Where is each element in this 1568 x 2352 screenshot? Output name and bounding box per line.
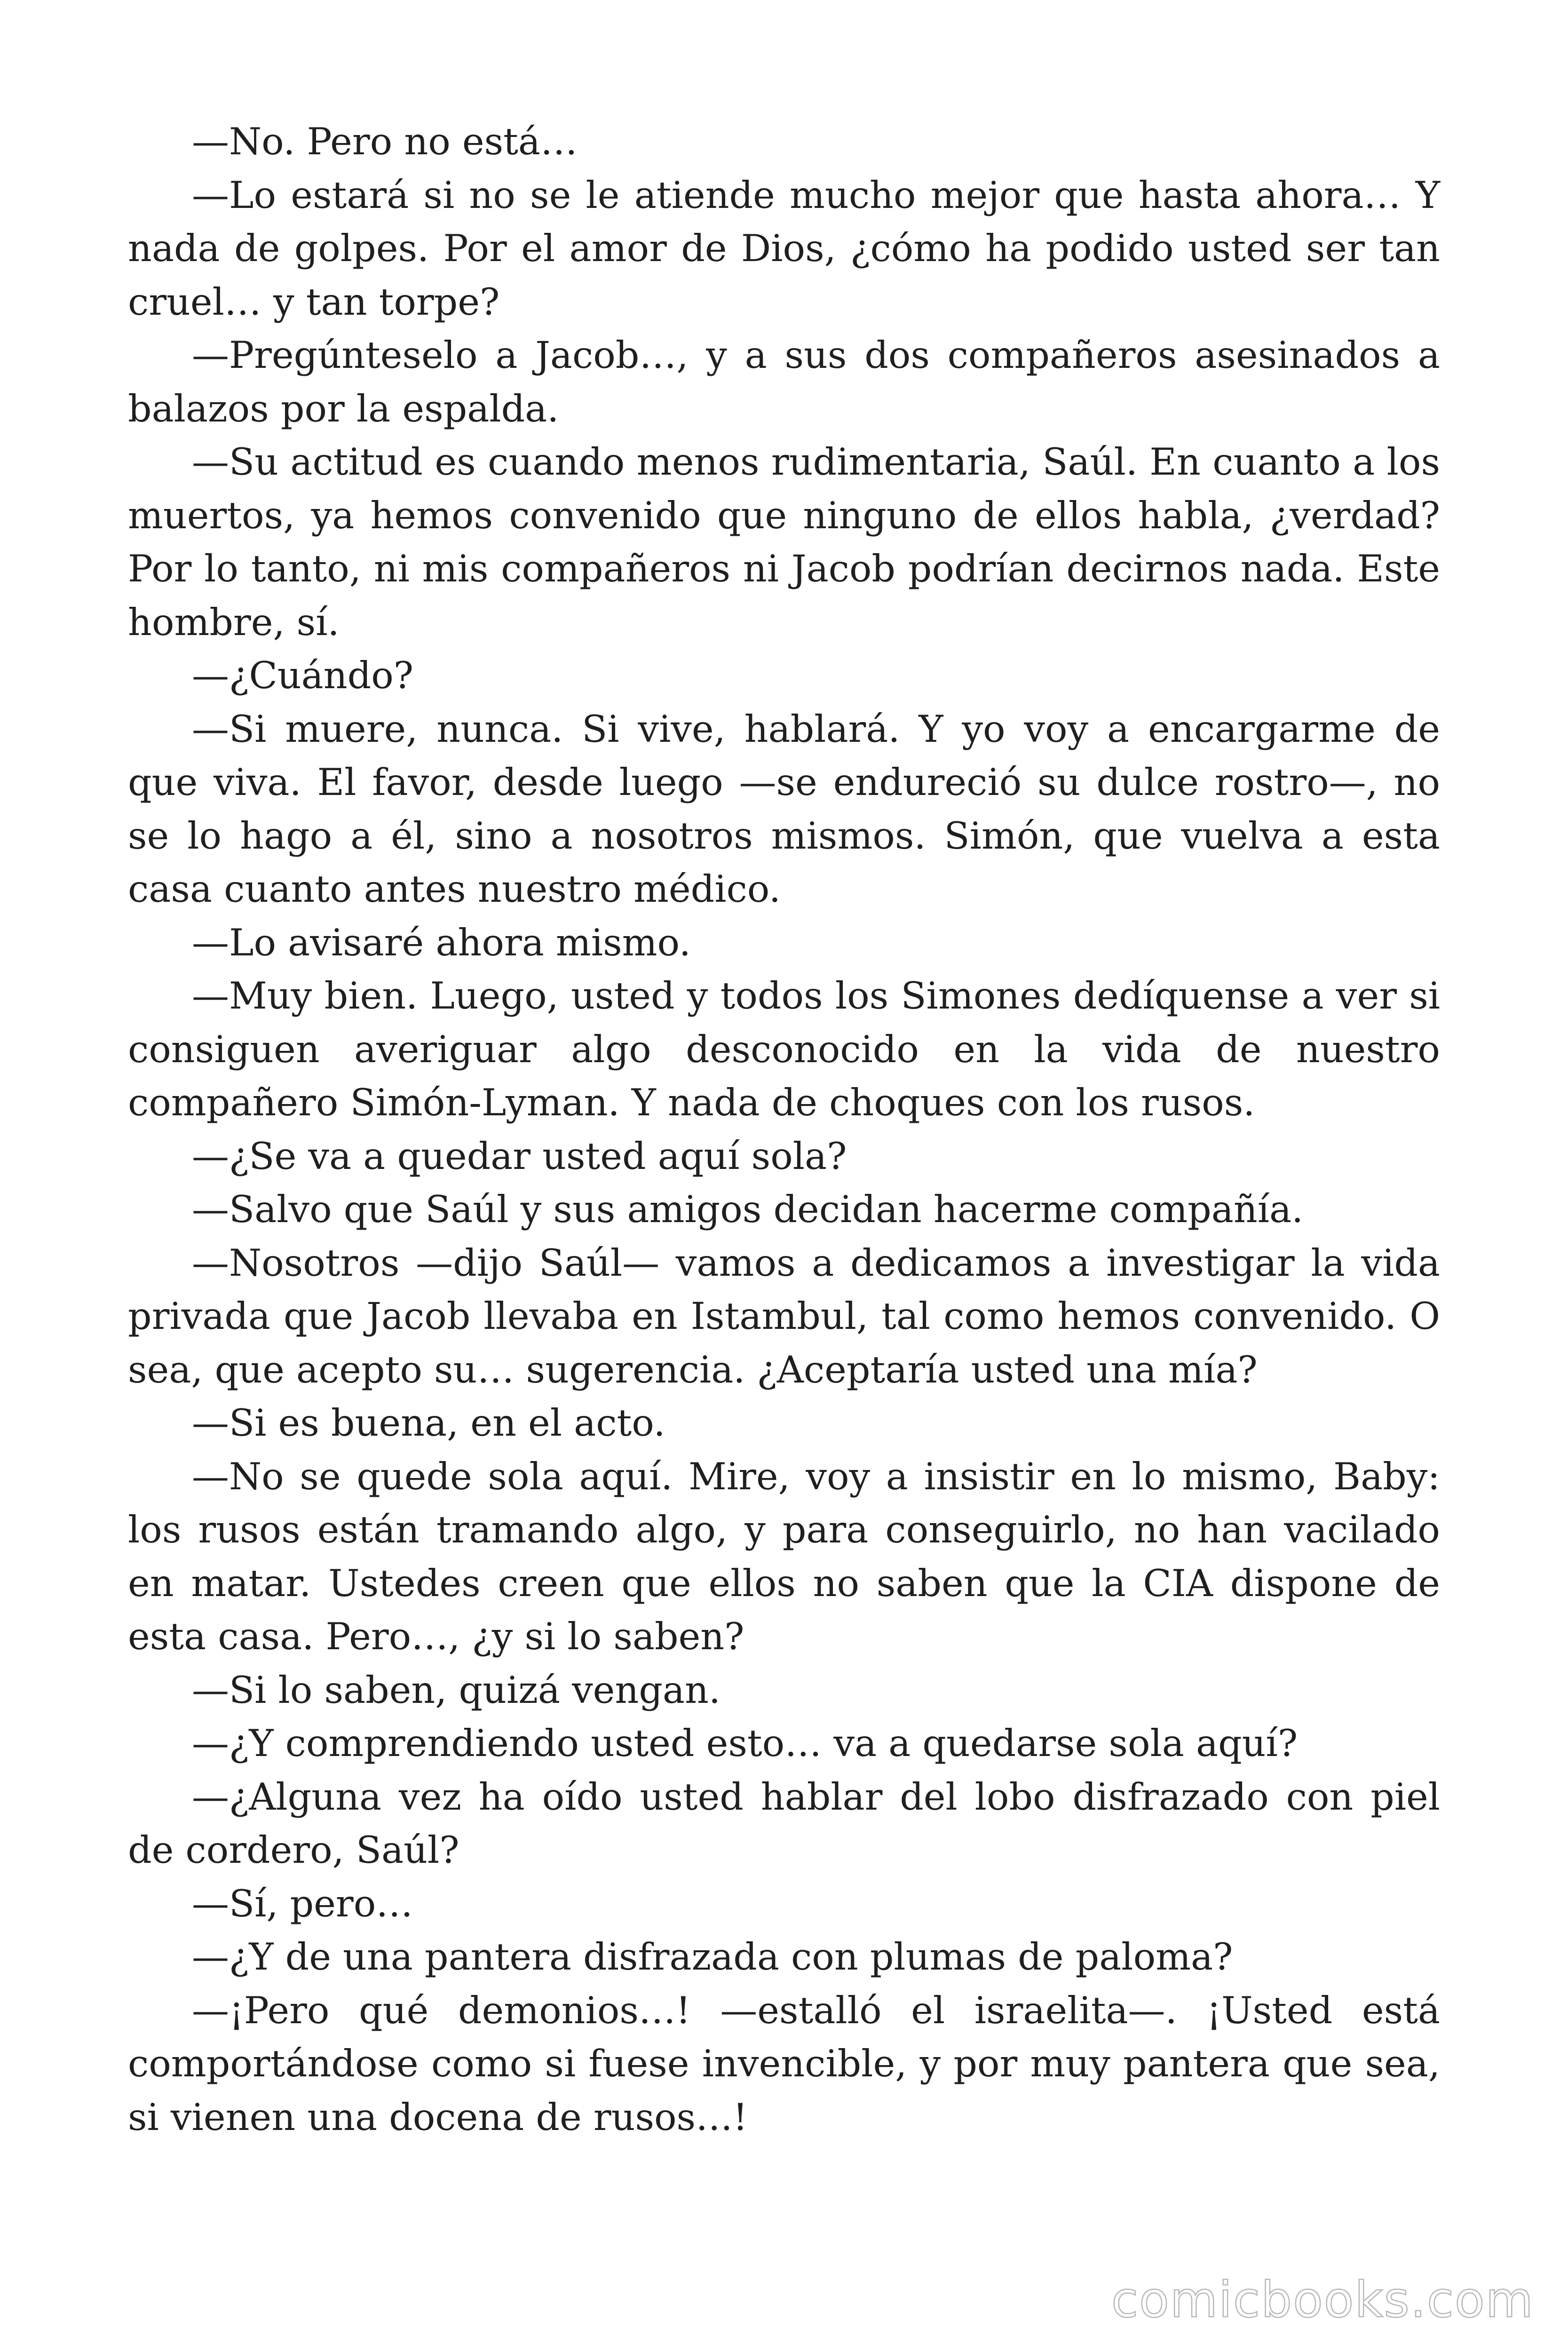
paragraph: —Sí, pero…	[192, 1882, 413, 1925]
paragraph: —Pregúnteselo a Jacob…, y a sus dos compañeros asesinados a balazos por la espalda.	[128, 334, 1440, 430]
paragraph: —Muy bien. Luego, usted y todos los Simones dedíquense a ver si consiguen averiguar algo desconocido en la vida de nuestro compañero Simón-Lyman. Y nada de choques con los rusos.	[128, 974, 1440, 1124]
watermark: comicbooks.com	[1111, 2271, 1534, 2328]
paragraph: —¿Se va a quedar usted aquí sola?	[192, 1134, 847, 1178]
paragraph: —¿Y comprendiendo usted esto… va a quedarse sola aquí?	[192, 1722, 1298, 1765]
paragraph: —No se quede sola aquí. Mire, voy a insistir en lo mismo, Baby: los rusos están tramando algo, y para conseguirlo, no han vacilado en matar. Ustedes creen que ellos no saben que la CIA dispone de esta casa. Pero…, ¿y si lo saben?	[128, 1454, 1440, 1658]
paragraph: —Lo estará si no se le atiende mucho mejor que hasta ahora… Y nada de golpes. Por el amor de Dios, ¿cómo ha podido usted ser tan cruel… y tan torpe?	[128, 173, 1440, 324]
paragraph: —Su actitud es cuando menos rudimentaria, Saúl. En cuanto a los muertos, ya hemos convenido que ninguno de ellos habla, ¿verdad? Por lo tanto, ni mis compañeros ni Jacob podrían decirnos nada. Este hombre, sí.	[128, 440, 1440, 644]
paragraph: —¿Cuándo?	[192, 654, 414, 697]
paragraph: —No. Pero no está…	[192, 120, 578, 163]
paragraph: —¡Pero qué demonios…! —estalló el israelita—. ¡Usted está comportándose como si fuese invencible, y por muy pantera que sea, si vienen una docena de rusos…!	[128, 1988, 1440, 2139]
paragraph: —Si muere, nunca. Si vive, hablará. Y yo voy a encargarme de que viva. El favor, desde luego —se endureció su dulce rostro—, no se lo hago a él, sino a nosotros mismos. Simón, que vuelva a esta casa cuanto antes nuestro médico.	[128, 707, 1440, 911]
paragraph: —Si es buena, en el acto.	[192, 1401, 665, 1445]
paragraph: —Si lo saben, quizá vengan.	[192, 1668, 721, 1712]
paragraph: —¿Y de una pantera disfrazada con plumas de paloma?	[192, 1935, 1233, 1979]
paragraph: —Lo avisaré ahora mismo.	[192, 921, 691, 964]
paragraph: —Nosotros —dijo Saúl— vamos a dedicamos a investigar la vida privada que Jacob llevaba en Istambul, tal como hemos convenido. O sea, que acepto su… sugerencia. ¿Aceptaría usted una mía?	[128, 1241, 1440, 1391]
page-body	[128, 115, 1440, 2144]
paragraph: —¿Alguna vez ha oído usted hablar del lobo disfrazado con piel de cordero, Saúl?	[128, 1775, 1440, 1872]
paragraph: —Salvo que Saúl y sus amigos decidan hacerme compañía.	[192, 1188, 1304, 1231]
